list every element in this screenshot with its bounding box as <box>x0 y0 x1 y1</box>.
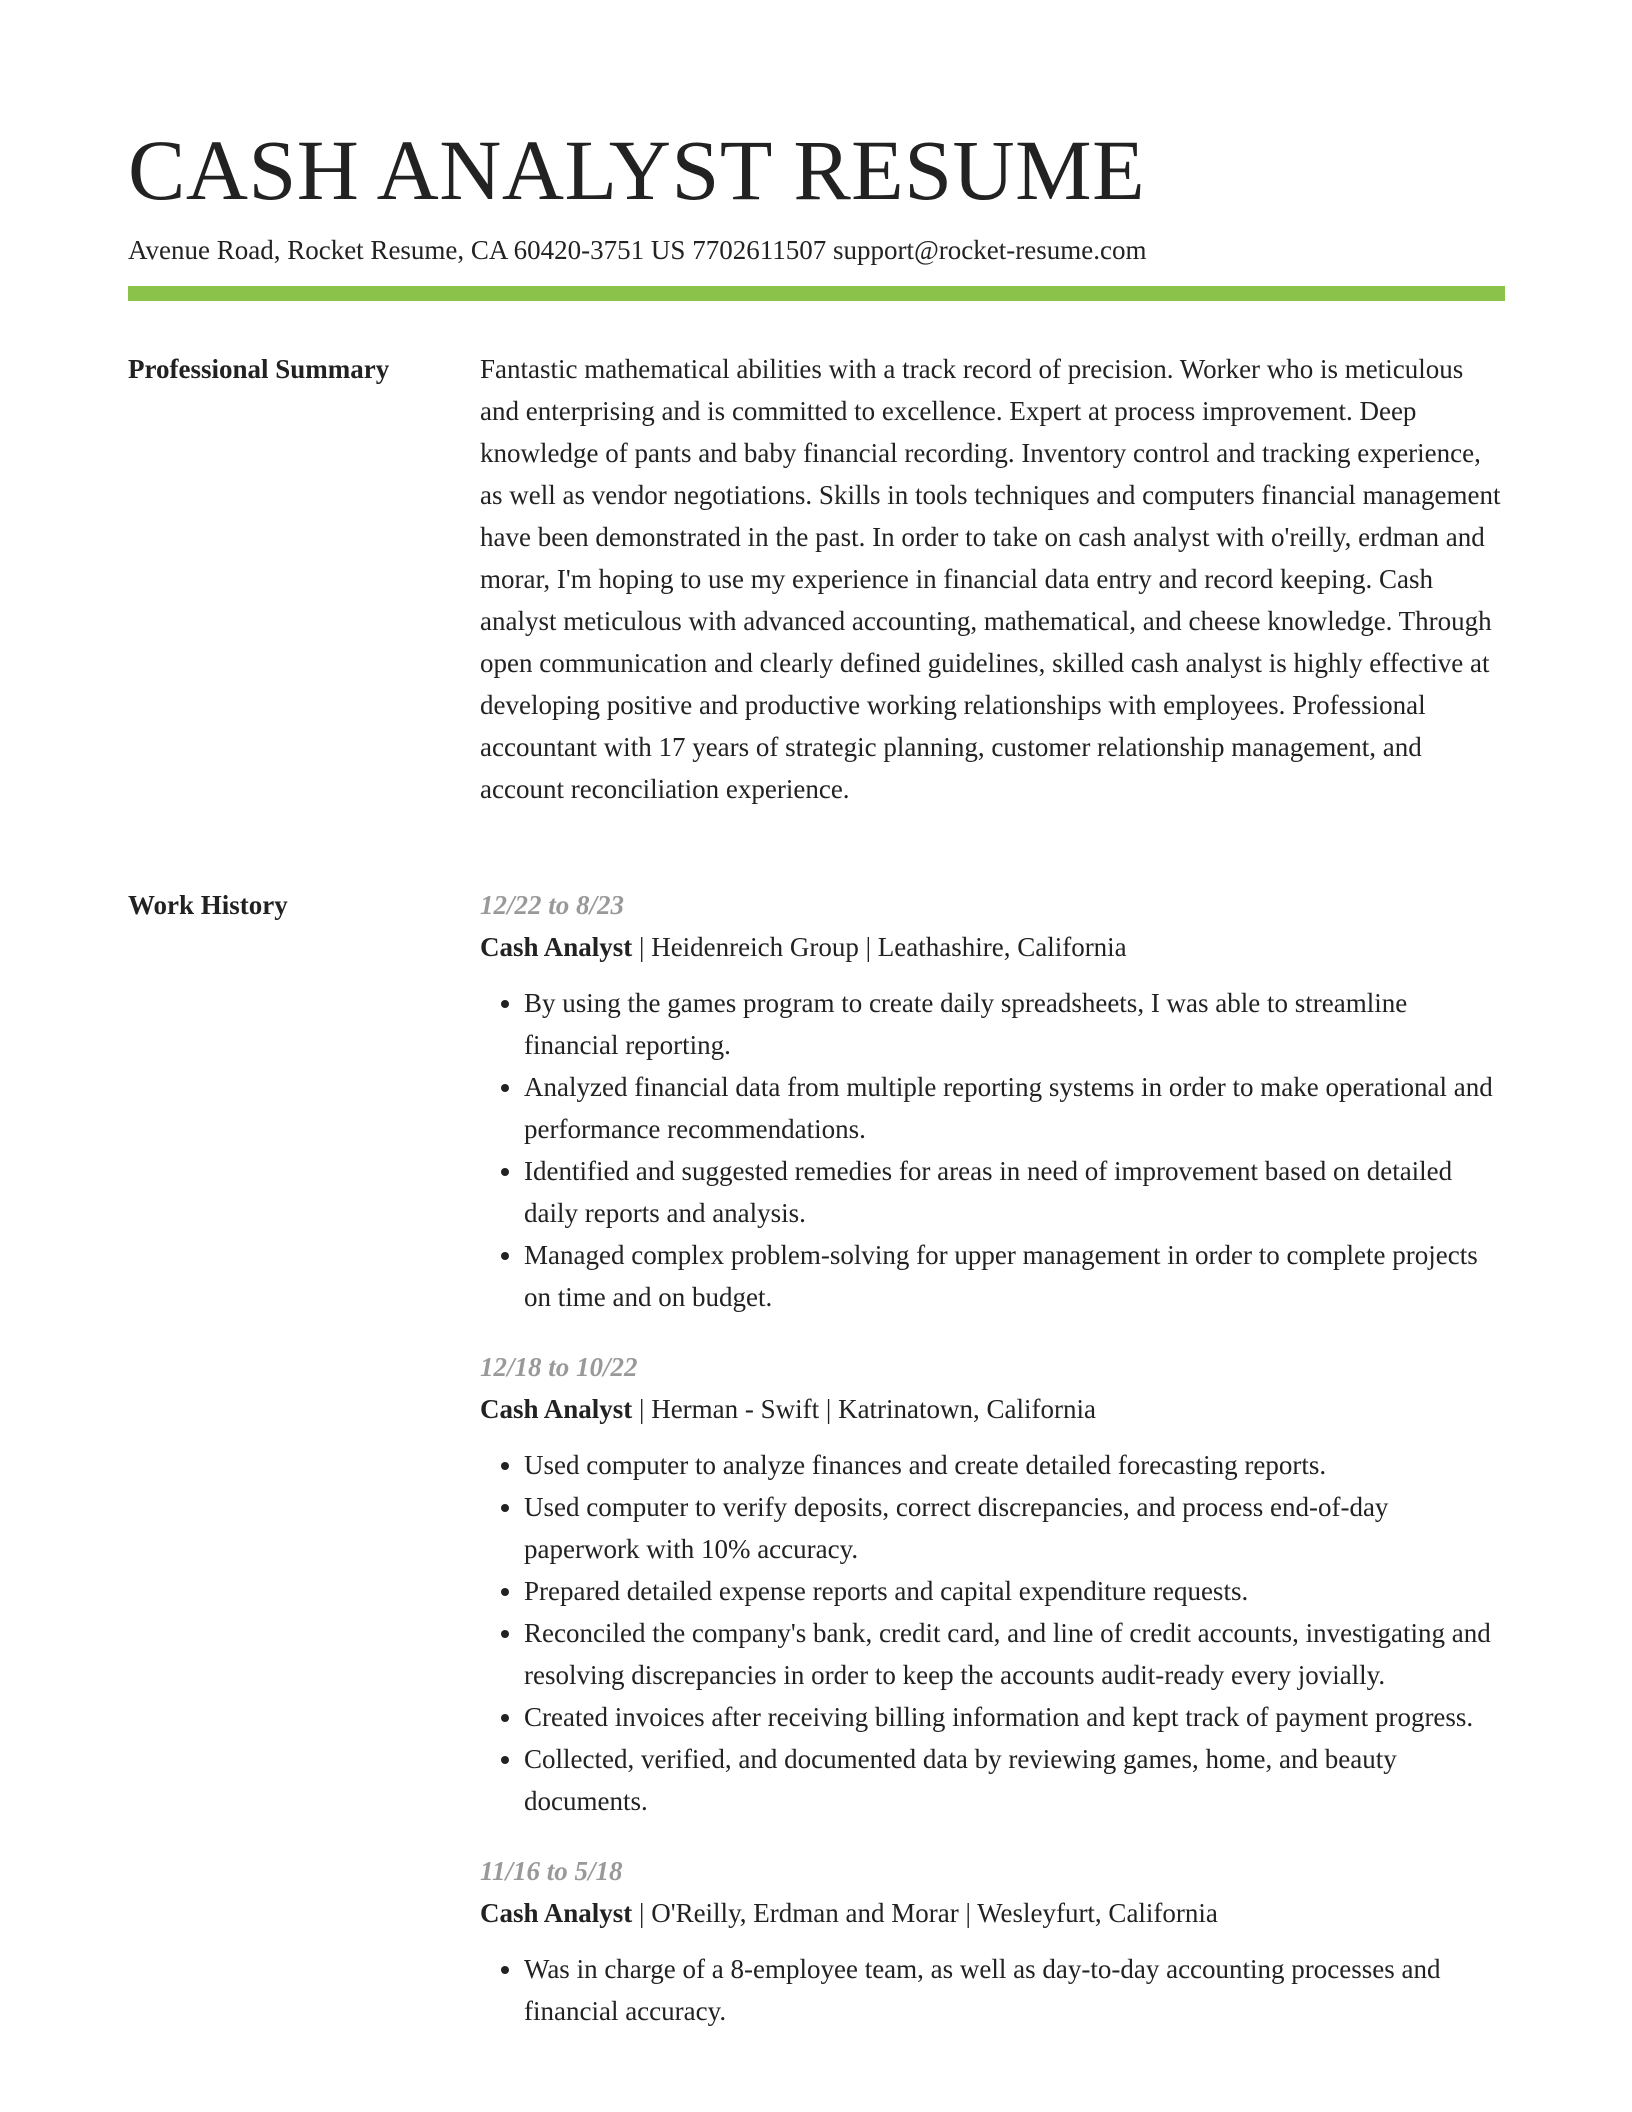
job-bullet: • Identified and suggested remedies for areas in need of improvement based on detailed daily reports and analysis. <box>524 1150 1505 1234</box>
job-bullet: • Created invoices after receiving billing information and kept track of payment progress. <box>524 1696 1505 1738</box>
job-bullets <box>480 1948 1505 2032</box>
job-bullet: • Managed complex problem-solving for upper management in order to complete projects on time and on budget. <box>524 1234 1505 1318</box>
resume-title: CASH ANALYST RESUME <box>128 122 1146 218</box>
contact-info: Avenue Road, Rocket Resume, CA 60420-3751 US 7702611507 support@rocket-resume.com <box>128 235 1147 265</box>
section-label-summary: Professional Summary <box>128 354 390 384</box>
job-company-location: | O'Reilly, Erdman and Morar | Wesleyfurt, California <box>632 1898 1218 1928</box>
job-bullet: • Reconciled the company's bank, credit card, and line of credit accounts, investigating and resolving discrepancies in order to keep the accounts audit-ready every jovially. <box>524 1612 1505 1696</box>
section-label-work-history: Work History <box>128 890 288 920</box>
job-title-line <box>480 1892 1505 1934</box>
job-title-line <box>480 1388 1505 1430</box>
job-bullet: • Collected, verified, and documented data by reviewing games, home, and beauty documents. <box>524 1738 1505 1822</box>
work-history-body <box>480 884 1505 2060</box>
job-title-line <box>480 926 1505 968</box>
job-bullet: • Was in charge of a 8-employee team, as well as day-to-day accounting processes and financial accuracy. <box>524 1948 1505 2032</box>
job-entry <box>480 1850 1505 2032</box>
job-bullet: • Prepared detailed expense reports and capital expenditure requests. <box>524 1570 1505 1612</box>
job-entry <box>480 884 1505 1318</box>
job-bullet: • Analyzed financial data from multiple reporting systems in order to make operational and performance recommendations. <box>524 1066 1505 1150</box>
job-role: Cash Analyst <box>480 932 633 962</box>
summary-body <box>480 348 1505 810</box>
job-dates: 11/16 to 5/18 <box>480 1856 623 1886</box>
job-role: Cash Analyst <box>480 1394 633 1424</box>
job-dates: 12/18 to 10/22 <box>480 1352 638 1382</box>
job-bullets <box>480 1444 1505 1822</box>
job-bullet: • By using the games program to create daily spreadsheets, I was able to streamline financial reporting. <box>524 982 1505 1066</box>
job-bullets <box>480 982 1505 1318</box>
job-entry <box>480 1346 1505 1822</box>
header-divider <box>128 286 1505 301</box>
job-dates: 12/22 to 8/23 <box>480 890 625 920</box>
summary-text: Fantastic mathematical abilities with a track record of precision. Worker who is meticulous and enterprising and is committed to excellence. Expert at process improvement. Deep knowledge of pants and baby financial recording. Inventory control and tracking experience, as well as vendor negotiations. Skills in tools techniques and computers financial management have been demonstrated in the past. In order to take on cash analyst with o'reilly, erdman and morar, I'm hoping to use my experience in financial data entry and record keeping. Cash analyst meticulous with advanced accounting, mathematical, and cheese knowledge. Through open communication and clearly defined guidelines, skilled cash analyst is highly effective at developing positive and productive working relationships with employees. Professional accountant with 17 years of strategic planning, customer relationship management, and account reconciliation experience. <box>480 354 1501 804</box>
job-company-location: | Heidenreich Group | Leathashire, California <box>632 932 1127 962</box>
job-bullet: • Used computer to analyze finances and create detailed forecasting reports. <box>524 1444 1505 1486</box>
job-role: Cash Analyst <box>480 1898 633 1928</box>
job-company-location: | Herman - Swift | Katrinatown, California <box>632 1394 1096 1424</box>
job-bullet: • Used computer to verify deposits, correct discrepancies, and process end-of-day paperwork with 10% accuracy. <box>524 1486 1505 1570</box>
